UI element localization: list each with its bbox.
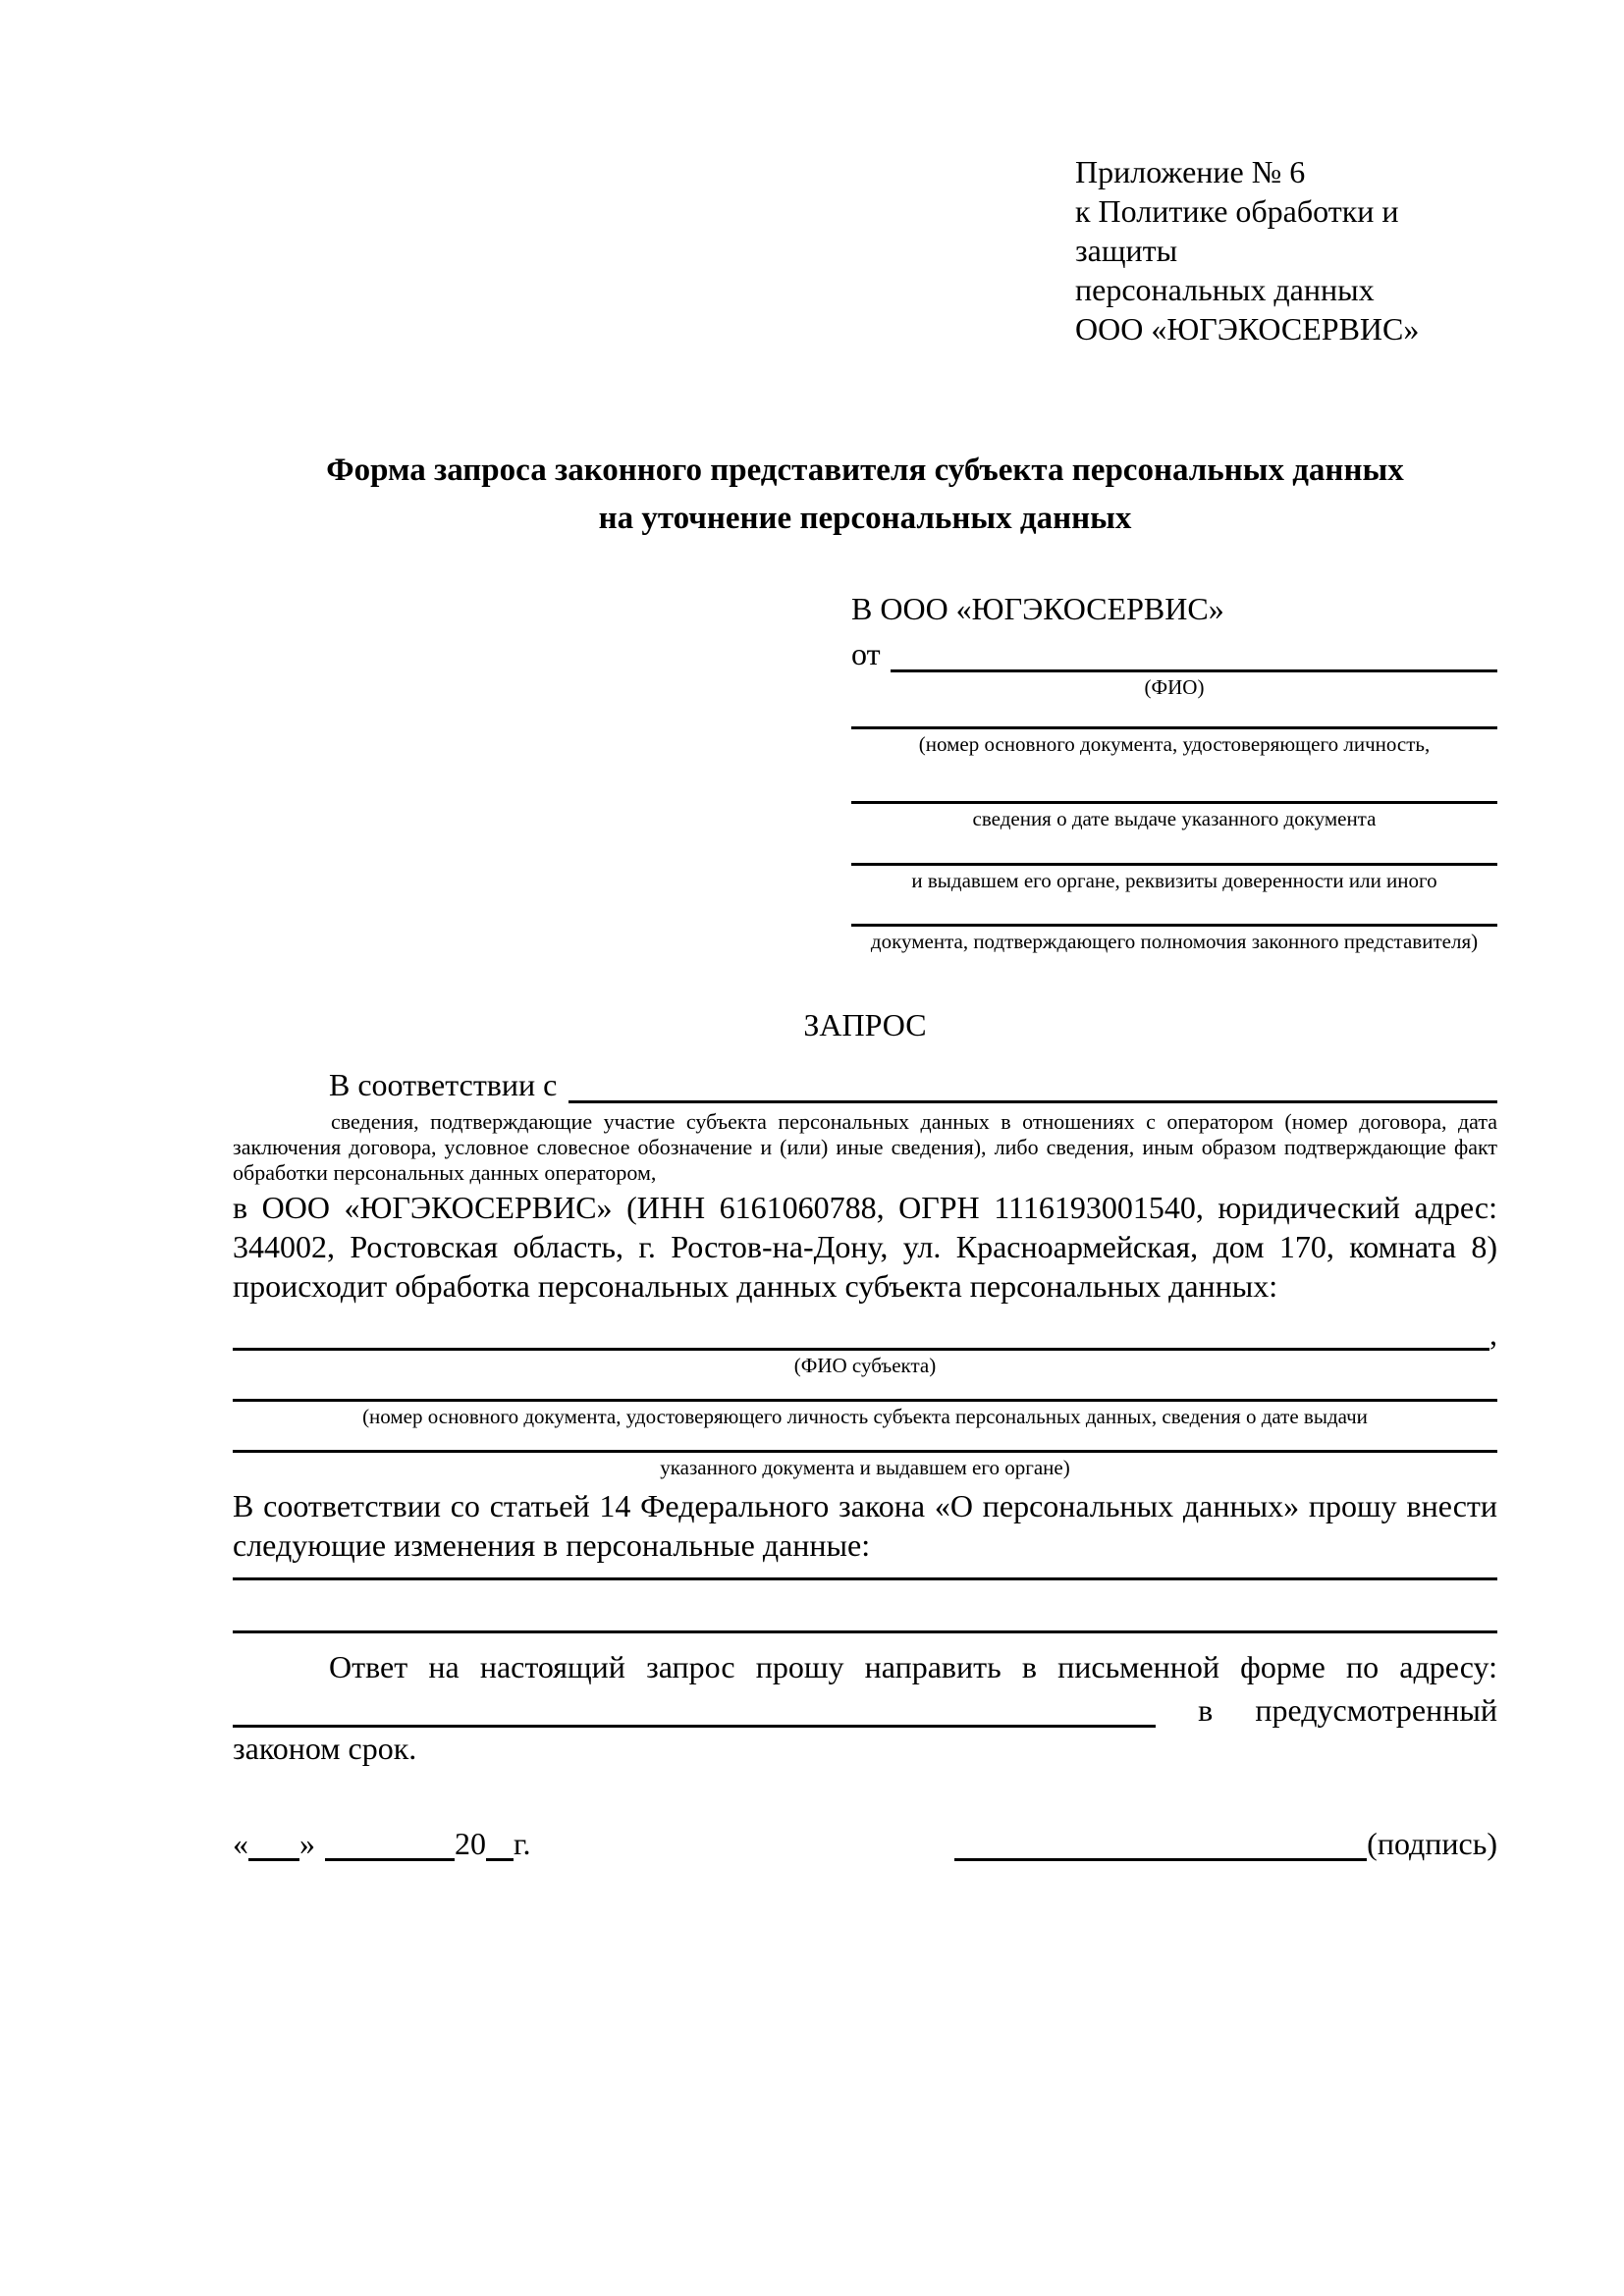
subject-fio-caption: (ФИО субъекта) (793, 1354, 937, 1377)
changes-fill-line-2 (233, 1580, 1497, 1633)
doc-caption-2: сведения о дате выдаче указанного документа (972, 807, 1377, 830)
doc-caption-4: документа, подтверждающего полномочия законного представителя) (870, 930, 1479, 953)
title-line-2: на уточнение персональных данных (598, 501, 1132, 536)
date-year-fill (486, 1828, 514, 1861)
doc-fill-line-1 (851, 700, 1497, 729)
from-fill-line (891, 635, 1497, 672)
annex-line-4: ООО «ЮГЭКОСЕРВИС» (1075, 311, 1420, 347)
doc-fill-line-4 (851, 893, 1497, 927)
subject-fill-line (233, 1315, 1489, 1351)
response-intro-line: Ответ на настоящий запрос прошу направить в письменной форме по адресу: (329, 1649, 1497, 1684)
date-quote-open: « (233, 1826, 248, 1861)
date-year-suffix: г. (514, 1826, 531, 1861)
date-year-prefix: 20 (455, 1826, 486, 1861)
annex-block (1075, 152, 1497, 348)
accordance-label: В соответствии с (329, 1067, 558, 1102)
subject-doc-caption-2: указанного документа и выдавшем его органе) (660, 1456, 1070, 1479)
date-month-fill (325, 1828, 455, 1861)
changes-fill-line-1 (233, 1565, 1497, 1580)
doc-caption-1: (номер основного документа, удостоверяющего личность, (918, 732, 1431, 756)
date-group (233, 1826, 531, 1861)
response-address-row (233, 1686, 1497, 1728)
title-line-1: Форма запроса законного представителя субъекта персональных данных (326, 453, 1404, 488)
doc-caption-3: и выдавшем его органе, реквизиты доверенности или иного (911, 869, 1437, 892)
subject-doc-fill-2 (233, 1429, 1497, 1453)
signature-fill-line (954, 1828, 1367, 1861)
response-word-in: в (1198, 1692, 1214, 1728)
annex-line-2: к Политике обработки и защиты (1075, 193, 1399, 268)
accordance-row (233, 1060, 1497, 1103)
article-paragraph: В соответствии со статьей 14 Федерального закона «О персональных данных» прошу внести следующие изменения в персональные данные: (233, 1488, 1497, 1563)
document-title (233, 447, 1497, 543)
from-row (851, 629, 1497, 672)
date-quote-close: » (299, 1826, 315, 1861)
annex-line-3: персональных данных (1075, 272, 1375, 307)
subject-doc-caption-1: (номер основного документа, удостоверяющего личность субъекта персональных данных, сведения о дате выдачи (362, 1405, 1368, 1428)
doc-fill-line-3 (851, 831, 1497, 866)
operator-paragraph: в ООО «ЮГЭКОСЕРВИС» (ИНН 6161060788, ОГРН 1116193001540, юридический адрес: 344002, Ростовская область, г. Ростов-на-Дону, ул. Красноармейская, дом 170, комната 8) происходит обработка персональных данных субъекта персональных данных: (233, 1190, 1497, 1304)
accordance-fill-line (568, 1066, 1497, 1103)
addressee-block (851, 588, 1497, 954)
date-day-fill (248, 1828, 299, 1861)
subject-fill-row (233, 1315, 1497, 1351)
signature-row (233, 1826, 1497, 1861)
response-word-term: предусмотренный (1255, 1692, 1497, 1728)
signature-group (954, 1826, 1497, 1861)
accordance-caption: сведения, подтверждающие участие субъекта персональных данных в отношениях с оператором (номер договора, дата заключения договора, условное словесное обозначение и (или) иные сведения), либо сведения, иным образом подтверждающие факт обработки персональных данных оператором, (233, 1109, 1497, 1185)
request-heading: ЗАПРОС (803, 1007, 927, 1042)
response-address-fill-line (233, 1692, 1156, 1728)
subject-doc-fill-1 (233, 1378, 1497, 1402)
annex-line-1: Приложение № 6 (1075, 154, 1306, 189)
doc-fill-line-2 (851, 757, 1497, 804)
subject-line-comma: , (1489, 1316, 1497, 1352)
signature-caption: (подпись) (1367, 1826, 1497, 1861)
addressee-organization: В ООО «ЮГЭКОСЕРВИС» (851, 591, 1224, 626)
from-label: от (851, 636, 881, 671)
fio-caption: (ФИО) (1144, 675, 1205, 699)
response-closing: законом срок. (233, 1731, 417, 1766)
